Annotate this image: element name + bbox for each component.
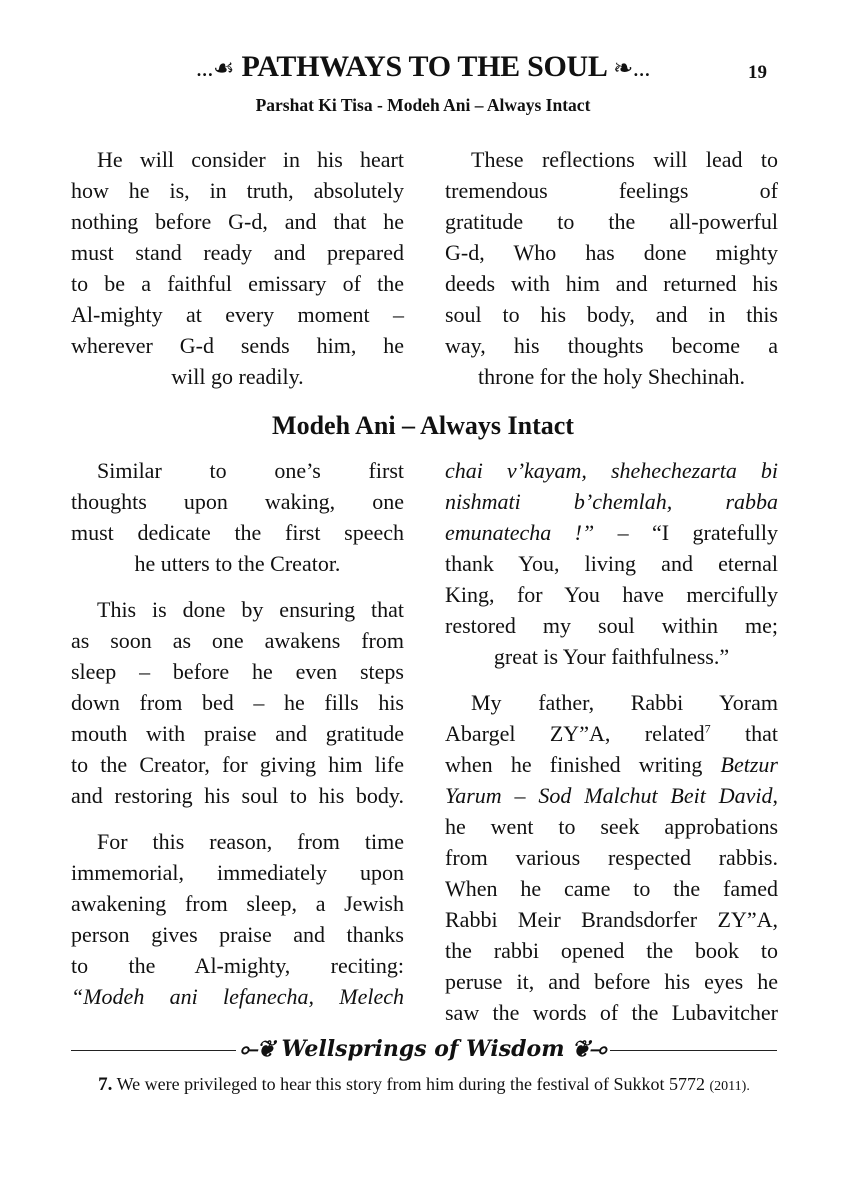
text-line: deeds with him and returned his (445, 271, 778, 296)
text-line (71, 981, 404, 1012)
text-line: how he is, in truth, absolutely (71, 178, 404, 203)
book-title: PATHWAYS TO THE SOUL (241, 50, 606, 83)
text-line: Similar to one’s first (97, 458, 404, 483)
paragraph (71, 455, 404, 579)
text-line: tremendous feelings of (445, 178, 778, 203)
divider-title-text: Wellsprings of Wisdom (281, 1036, 565, 1062)
column-top-left (71, 144, 404, 407)
text-line: wherever G-d sends him, he (71, 333, 404, 358)
paragraph (445, 455, 778, 672)
text-line: G-d, Who has done mighty (445, 240, 778, 265)
footnote (71, 1070, 777, 1101)
chapter-subtitle: Parshat Ki Tisa - Modeh Ani – Always Intact (255, 95, 591, 115)
column-bottom-right (445, 455, 778, 1043)
text-segment: chai v’kayam, shehechezarta bi (445, 458, 778, 483)
text-line: saw the words of the Lubavitcher (445, 1000, 778, 1025)
text-line: These reflections will lead to (471, 147, 778, 172)
text-line: down from bed – he fills his (71, 690, 404, 715)
text-line: This is done by ensuring that (97, 597, 404, 622)
text-segment: Betzur (720, 752, 778, 777)
text-line: to be a faithful emissary of the (71, 271, 404, 296)
text-line (445, 749, 778, 780)
text-segment: that (710, 721, 778, 746)
text-line: must dedicate the first speech (71, 520, 404, 545)
ornament-right-icon: ❧... (613, 56, 651, 82)
text-line: as soon as one awakens from (71, 628, 404, 653)
footnote-number: 7. (98, 1074, 113, 1095)
running-header (0, 50, 846, 84)
page-number: 19 (748, 62, 767, 83)
text-line: My father, Rabbi Yoram (471, 690, 778, 715)
text-line: Rabbi Meir Brandsdorfer ZY”A, (445, 907, 778, 932)
text-segment: when he finished writing (445, 752, 721, 777)
text-line: he went to seek approbations (445, 814, 778, 839)
text-line: gratitude to the all-powerful (445, 209, 778, 234)
text-line: thoughts upon waking, one (71, 489, 404, 514)
text-line: soul to his body, and in this (445, 302, 778, 327)
column-top-right (445, 144, 778, 407)
text-line: For this reason, from time (97, 829, 404, 854)
text-line: to the Al-mighty, reciting: (71, 953, 404, 978)
paragraph (71, 594, 404, 811)
text-segment: Yarum – Sod Malchut Beit David (445, 783, 773, 808)
text-line: peruse it, and before his eyes he (445, 969, 778, 994)
text-line (445, 455, 778, 486)
text-segment: “Modeh ani lefanecha, Melech (71, 984, 404, 1009)
text-line: nothing before G-d, and that he (71, 209, 404, 234)
text-line (445, 718, 778, 749)
paragraph (71, 144, 404, 392)
text-segment: nishmati b’chemlah, rabba (445, 489, 778, 514)
text-line: great is Your faithfulness.” (493, 644, 730, 669)
ornament-left-icon: ...☙ (195, 56, 235, 82)
text-segment: , (772, 783, 778, 808)
paragraph (445, 144, 778, 392)
text-line: way, his thoughts become a (445, 333, 778, 358)
text-line: awakening from sleep, a Jewish (71, 891, 404, 916)
text-segment: – “I gratefully (594, 520, 779, 545)
text-line: He will consider in his heart (97, 147, 404, 172)
text-segment: Abargel ZY”A, related (445, 721, 705, 746)
text-line: immemorial, immediately upon (71, 860, 404, 885)
text-line: he utters to the Creator. (134, 551, 341, 576)
text-line: and restoring his soul to his body. (71, 783, 404, 808)
paragraph (71, 826, 404, 1012)
text-line: from various respected rabbis. (445, 845, 778, 870)
text-line: sleep – before he even steps (71, 659, 404, 684)
text-line (445, 780, 778, 811)
text-line: person gives praise and thanks (71, 922, 404, 947)
text-line: will go readily. (171, 364, 304, 389)
footnote-reference: 7 (704, 721, 711, 736)
text-line: to the Creator, for giving him life (71, 752, 404, 777)
text-line: Al-mighty at every moment – (71, 302, 404, 327)
text-line (445, 517, 778, 548)
text-line: the rabbi opened the book to (445, 938, 778, 963)
text-line: When he came to the famed (445, 876, 778, 901)
paragraph (445, 687, 778, 1028)
text-line: must stand ready and prepared (71, 240, 404, 265)
text-line: King, for You have mercifully (445, 582, 778, 607)
section-heading: Modeh Ani – Always Intact (272, 411, 574, 440)
text-line (445, 486, 778, 517)
column-bottom-left (71, 455, 404, 1027)
text-line: thank You, living and eternal (445, 551, 778, 576)
footnote-text: We were privileged to hear this story from him during the festival of Sukkot 5772 (112, 1074, 710, 1094)
text-segment: emunatecha !” (445, 520, 595, 545)
footnote-divider-title: ⟜❦ Wellsprings of Wisdom ❦⊸ (0, 1036, 846, 1062)
footnote-year: (2011). (709, 1079, 750, 1094)
text-line: restored my soul within me; (445, 613, 778, 638)
text-line: mouth with praise and gratitude (71, 721, 404, 746)
text-line: throne for the holy Shechinah. (478, 364, 745, 389)
